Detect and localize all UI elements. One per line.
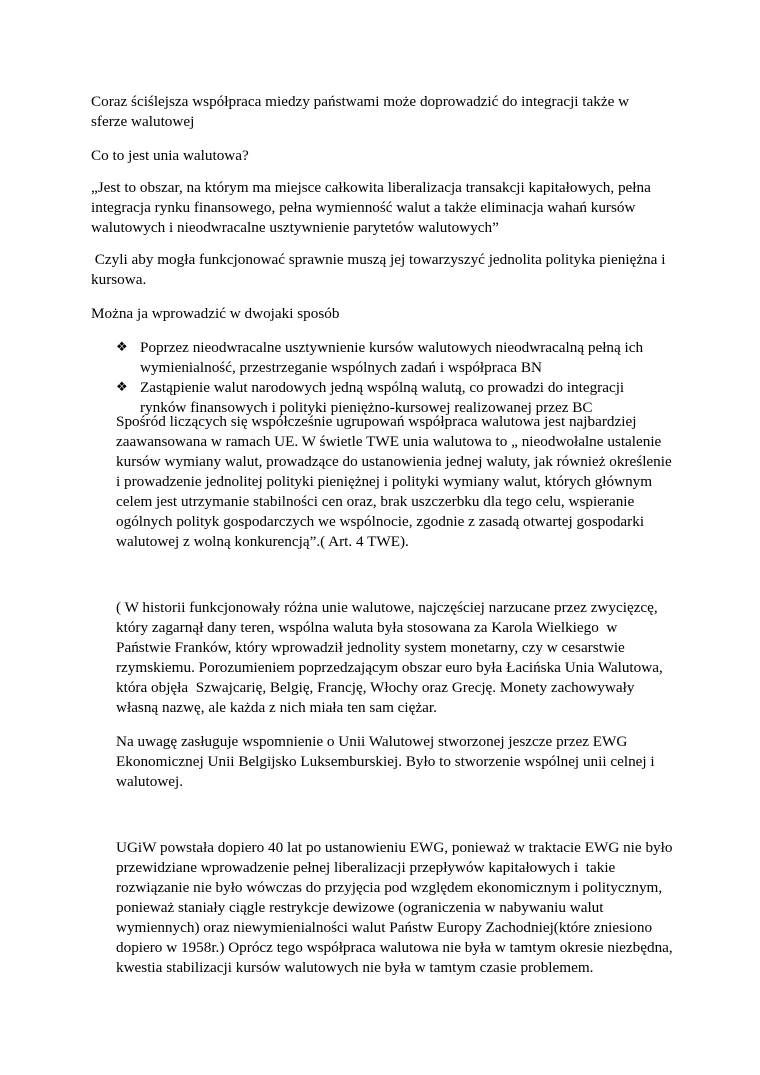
diamond-bullet-icon: ❖ [116, 380, 128, 395]
list-item [116, 338, 661, 378]
paragraph-requirements: Czyli aby mogła funkcjonować sprawnie muszą jej towarzyszyć jednolita polityka pieniężna i kursowa. [91, 251, 670, 288]
paragraph-intro: Coraz ściślejsza współpraca miedzy państwami może doprowadzić do integracji także w sferze walutowej [91, 93, 630, 130]
paragraph-question: Co to jest unia walutowa? [91, 147, 249, 164]
paragraph-methods-intro: Można ja wprowadzić w dwojaki sposób [91, 305, 340, 322]
paragraph-twe: Spośród liczących się współcześnie ugrupowań współpraca walutowa jest najbardziej zaawansowana w ramach UE. W świetle TWE unia walutowa to „ nieodwołalne ustalenie kursów wymiany walut, prowadzące do ustanowienia jednej waluty, jak również określenie i prowadzenie jednolitej polityki pieniężnej i polityki wymiany walut, których głównym celem jest utrzymanie stabilności cen oraz, brak uszczerbku dla tego celu, wspieranie ogólnych polityk gospodarczych we wspólnocie, zgodnie z zasadą otwartej gospodarki walutowej z wolną konkurencją”.( Art. 4 TWE). [116, 413, 672, 550]
paragraph-definition-quote: „Jest to obszar, na którym ma miejsce całkowita liberalizacja transakcji kapitałowych, pełna integracja rynku finansowego, pełna wymienność walut a także eliminacja wahań kursów walutowych i nieodwracalne usztywnienie parytetów walutowych” [91, 179, 651, 236]
list-item-text: Poprzez nieodwracalne usztywnienie kursów walutowych nieodwracalną pełną ich wymienialność, przestrzeganie wspólnych zadań i współpraca BN [140, 339, 644, 376]
diamond-bullet-icon: ❖ [116, 340, 128, 355]
methods-list [116, 338, 661, 418]
paragraph-history: ( W historii funkcjonowały różna unie walutowe, najczęściej narzucane przez zwycięzcę, który zagarnął dany teren, wspólna waluta była stosowana za Karola Wielkiego w Państwie Franków, który wprowadził jednolity system monetarny, czy w cesarstwie rzymskiemu. Porozumieniem poprzedzającym obszar euro była Łacińska Unia Walutowa, która objęła Szwajcarię, Belgię, Francję, Włochy oraz Grecję. Monety zachowywały własną nazwę, ale każda z nich miała ten sam ciężar. [116, 599, 667, 716]
list-item-text: Zastąpienie walut narodowych jedną wspólną walutą, co prowadzi do integracji rynków finansowych i polityki pieniężno-kursowej realizowanej przez BC [140, 379, 625, 416]
paragraph-benelux: Na uwagę zasługuje wspomnienie o Unii Walutowej stworzonej jeszcze przez EWG Ekonomicznej Unii Belgijsko Luksemburskiej. Było to stworzenie wspólnej unii celnej i walutowej. [116, 733, 655, 790]
paragraph-ugiw: UGiW powstała dopiero 40 lat po ustanowieniu EWG, ponieważ w traktacie EWG nie było przewidziane wprowadzenie pełnej liberalizacji przepływów kapitałowych i takie rozwiązanie nie było wówczas do przyjęcia pod względem ekonomicznym i politycznym, ponieważ staniały ciągle restrykcje dewizowe (ograniczenia w nabywaniu walut wymiennych) oraz niewymienialności walut Państw Europy Zachodniej(które zniesiono dopiero w 1958r.) Oprócz tego współpraca walutowa nie była w tamtym okresie niezbędna, kwestia stabilizacji kursów walutowych nie była w tamtym czasie problemem. [116, 839, 677, 976]
